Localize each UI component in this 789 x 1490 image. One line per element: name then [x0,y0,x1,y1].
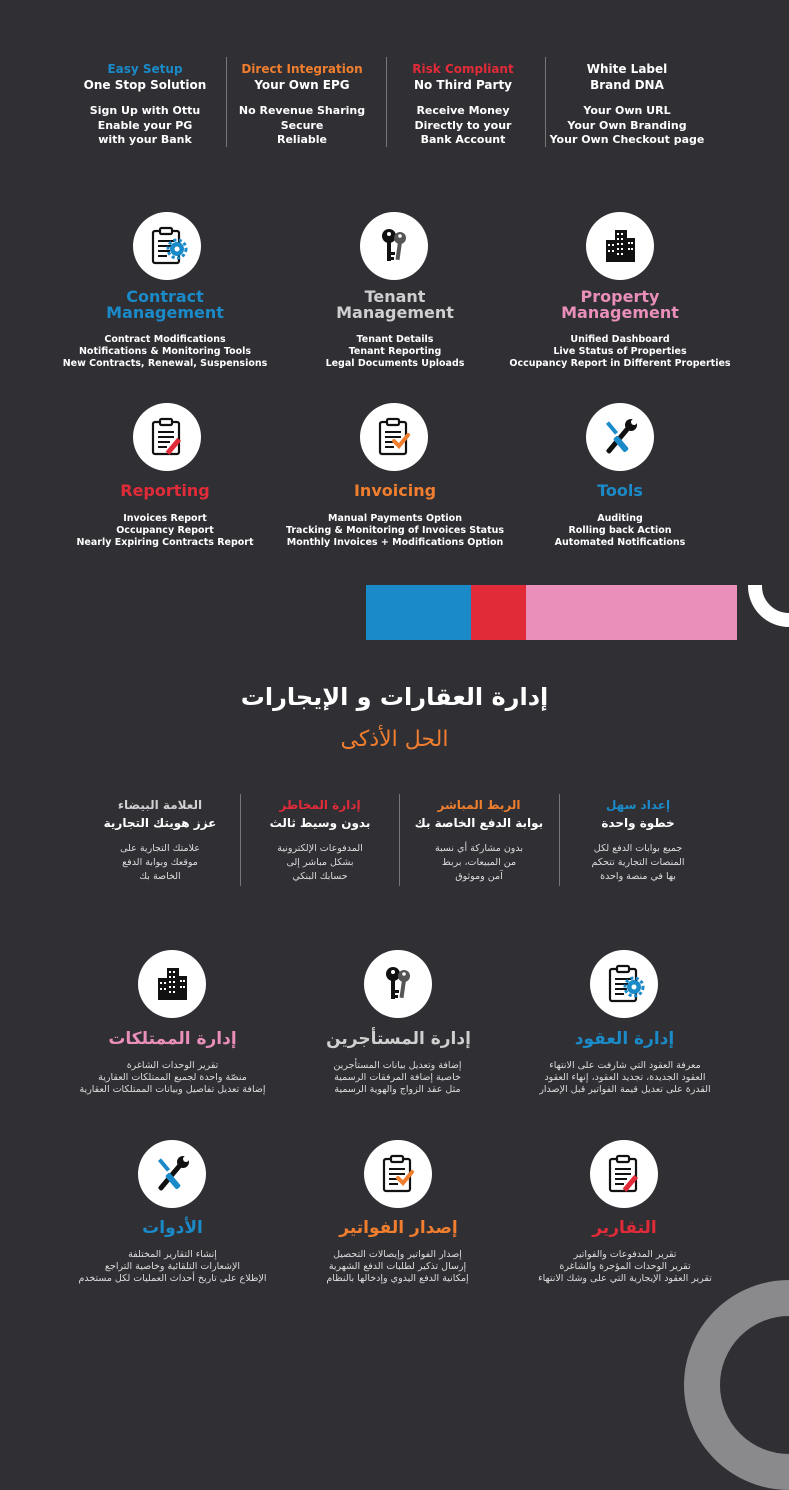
ar-feature-easy-setup [563,796,713,884]
feature-subtitle: Brand DNA [590,78,664,92]
contract-gear-icon [133,212,201,280]
feature-title: إعداد سهل [605,798,671,812]
feature-subtitle: One Stop Solution [83,78,207,92]
ar-module-desc-tenant: إضافة وتعديل بيانات المستأجرين خاصية إضافة المرفقات الرسمية مثل عقد الزواج والهوية الرسمية [333,1060,462,1095]
module-desc-contract: Contract Modifications Notifications & Monitoring Tools New Contracts, Renewal, Suspensions [62,334,268,369]
divider [226,57,227,147]
feature-subtitle: عزز هويتك التجارية [103,816,217,830]
module-title-tenant: Tenant Management [336,287,454,322]
keys-icon [360,212,428,280]
clipboard-check-icon [360,403,428,471]
tools-icon [138,1140,206,1208]
ar-module-desc-reporting: تقرير المدفوعات والفواتير تقرير الوحدات المؤجرة والشاغرة تقرير العقود الإيجارية التي على وشك الانتهاء [538,1249,712,1284]
feature-subtitle: Your Own EPG [254,78,350,92]
module-desc-reporting: Invoices Report Occupancy Report Nearly Expiring Contracts Report [76,513,254,548]
feature-desc: No Revenue Sharing Secure Reliable [238,104,366,146]
color-band-blue [366,585,471,640]
color-band-pink [526,585,737,640]
ar-page-subtitle: الحل الأذكى [340,727,449,752]
clipboard-pen-icon [590,1140,658,1208]
decorative-ring-grey [684,1280,789,1490]
feature-desc: Sign Up with Ottu Enable your PG with your Bank [89,104,201,146]
clipboard-pen-icon [133,403,201,471]
en-feature-easy-setup [78,61,212,148]
module-title-tools: Tools [597,481,643,500]
color-band-red [471,585,526,640]
divider [399,794,400,886]
divider [559,794,560,886]
ar-module-title-tools: الأدوات [142,1218,203,1238]
feature-subtitle: بوابة الدفع الخاصة بك [414,816,544,830]
module-desc-invoicing: Manual Payments Option Tracking & Monitoring of Invoices Status Monthly Invoices + Modifications Option [285,513,505,548]
ar-module-title-invoicing: إصدار الفواتير [339,1218,458,1238]
keys-icon [364,950,432,1018]
ar-feature-direct [404,796,554,884]
ar-module-title-property: إدارة الممتلكات [108,1029,237,1049]
feature-subtitle: خطوة واحدة [601,816,675,830]
building-icon [138,950,206,1018]
feature-title: إدارة المخاطر [279,798,361,812]
feature-desc: علامتك التجارية على موقعك وبوابة الدفع الخاصة بك [120,843,200,882]
ar-module-title-contract: إدارة العقود [574,1029,675,1049]
en-feature-white-label [548,61,706,148]
decorative-ring-white [748,545,789,627]
ar-feature-risk [245,796,395,884]
module-title-contract: Contract Management [106,287,224,322]
clipboard-check-icon [364,1140,432,1208]
ar-module-desc-tools: إنشاء التقارير المختلفة الإشعارات التلقائية وخاصية التراجع الإطلاع على تاريخ أحداث العمليات لكل مستخدم [78,1249,267,1284]
en-feature-direct-integration [232,61,372,148]
feature-subtitle: No Third Party [413,78,513,92]
divider [240,794,241,886]
feature-title: Easy Setup [107,62,183,76]
feature-title: الربط المباشر [437,798,521,812]
divider [386,57,387,147]
ar-module-title-tenant: إدارة المستأجرين [326,1029,471,1049]
divider [545,57,546,147]
feature-desc: المدفوعات الإلكترونية بشكل مباشر إلى حسابك البنكي [277,843,363,882]
ar-page-title: إدارة العقارات و الإيجارات [240,683,549,711]
feature-title: Direct Integration [241,62,363,76]
module-title-property: Property Management [561,287,679,322]
feature-desc: Receive Money Directly to your Bank Account [414,104,512,146]
module-desc-property: Unified Dashboard Live Status of Properties Occupancy Report in Different Properties [509,334,731,369]
module-title-invoicing: Invoicing [353,481,437,500]
ar-module-desc-invoicing: إصدار الفواتير وإيصالات التحصيل إرسال تذكير لطلبات الدفع الشهرية إمكانية الدفع اليدوي وإدخالها بالنظام [326,1249,469,1284]
ar-module-title-reporting: التقارير [592,1218,657,1238]
en-feature-risk-compliant [392,61,534,148]
contract-gear-icon [590,950,658,1018]
ar-module-desc-property: تقرير الوحدات الشاغرة منصّة واحدة لجميع الممتلكات العقارية إضافة تعديل تفاصيل وبيانات الممتلكات العقارية [79,1060,266,1095]
feature-title: العلامة البيضاء [117,798,203,812]
module-desc-tenant: Tenant Details Tenant Reporting Legal Documents Uploads [325,334,465,369]
feature-subtitle: بدون وسيط ثالث [269,816,371,830]
feature-title: Risk Compliant [412,62,514,76]
ar-feature-white-label [85,796,235,884]
module-desc-tools: Auditing Rolling back Action Automated Notifications [554,513,686,548]
module-title-reporting: Reporting [120,481,210,500]
feature-desc: بدون مشاركة أي نسبة من المبيعات، بربط آمن وموثوق [434,843,524,882]
feature-desc: Your Own URL Your Own Branding Your Own Checkout page [549,104,705,146]
feature-title: White Label [586,62,668,76]
ar-module-desc-contract: معرفة العقود التي شارفت على الانتهاء العقود الجديدة، تجديد العقود، إنهاء العقود القدرة على تعديل قيمة الفواتير قبل الإصدار [539,1060,711,1095]
building-icon [586,212,654,280]
tools-icon [586,403,654,471]
feature-desc: جميع بوابات الدفع لكل المنصات التجارية تتحكم بها في منصة واحدة [591,843,685,882]
